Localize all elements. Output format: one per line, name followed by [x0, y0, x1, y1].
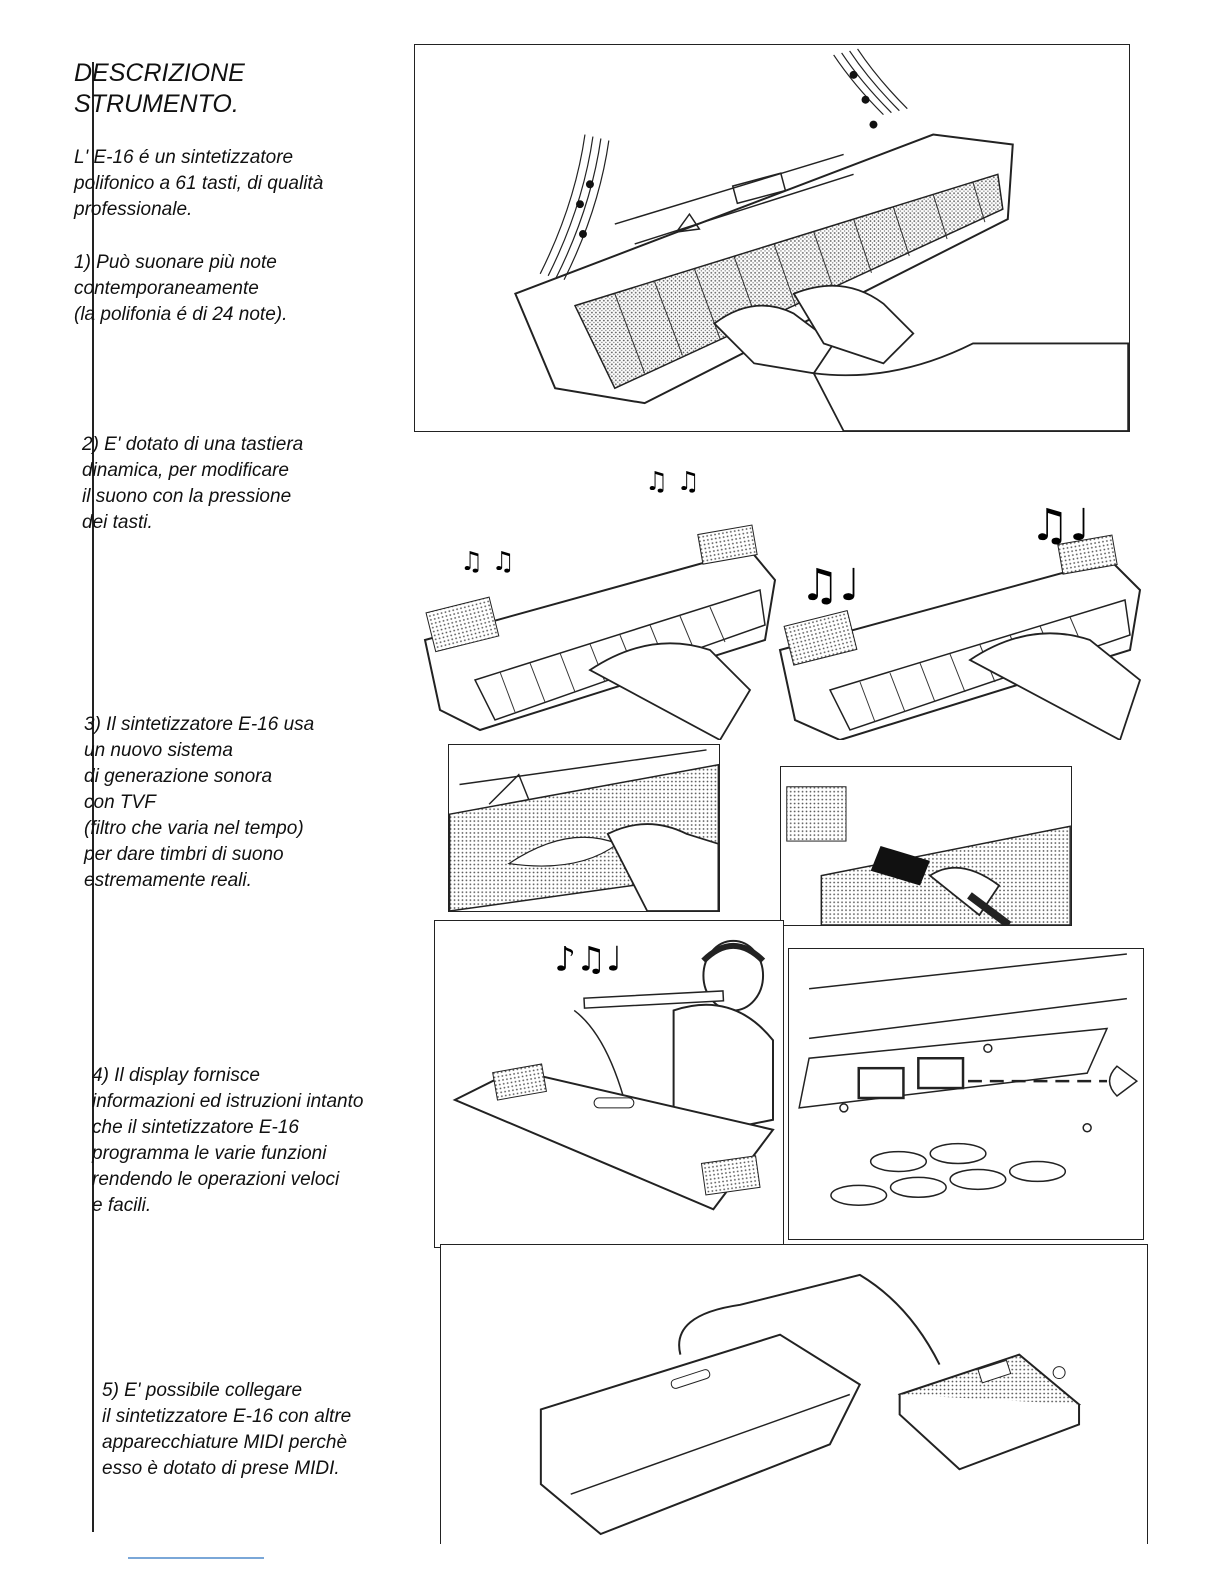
dynamic-keyboards-drawing: [420, 440, 1160, 740]
music-notes-icon: ♪♫♩: [554, 939, 623, 979]
text-line: 1) Può suonare più note: [74, 252, 277, 273]
page-title: [74, 58, 245, 120]
text-line: esso è dotato di prese MIDI.: [102, 1458, 340, 1479]
text-line: estremamente reali.: [84, 870, 252, 891]
music-notes-icon: ♫♩: [1030, 500, 1091, 551]
intro-paragraph: [74, 145, 323, 223]
tvf-strong-drawing: [781, 767, 1071, 925]
midi-connection-drawing: [441, 1245, 1147, 1544]
feature-1-text: [74, 250, 287, 328]
text-line: e facili.: [92, 1195, 152, 1216]
illustration-keyboard-playing: [414, 44, 1130, 432]
footer-rule: [128, 1557, 264, 1559]
text-line: informazioni ed istruzioni intanto: [92, 1091, 364, 1112]
text-line: apparecchiature MIDI perchè: [102, 1432, 348, 1453]
flute-player-drawing: [435, 921, 783, 1247]
text-line: (filtro che varia nel tempo): [84, 818, 304, 839]
music-notes-icon: ♫♩: [800, 560, 861, 611]
text-line: un nuovo sistema: [84, 740, 233, 761]
title-line-2: STRUMENTO.: [74, 90, 239, 118]
text-line: il sintetizzatore E-16 con altre: [102, 1406, 352, 1427]
text-line: rendendo le operazioni veloci: [92, 1169, 340, 1190]
text-line: 3) Il sintetizzatore E-16 usa: [84, 714, 315, 735]
text-line: di generazione sonora: [84, 766, 273, 787]
text-line: con TVF: [84, 792, 156, 813]
illustration-midi-connection: [440, 1244, 1148, 1544]
text-line: per dare timbri di suono: [84, 844, 284, 865]
text-line: 2) E' dotato di una tastiera: [82, 434, 304, 455]
feature-3-text: [84, 712, 314, 894]
text-line: polifonico a 61 tasti, di qualità: [74, 173, 324, 194]
music-notes-icon: ♫ ♫: [645, 467, 700, 497]
text-line: il suono con la pressione: [82, 486, 292, 507]
illustration-display-eye: [788, 948, 1144, 1240]
text-line: contemporaneamente: [74, 278, 259, 299]
title-line-1: DESCRIZIONE: [74, 59, 245, 87]
text-line: dinamica, per modificare: [82, 460, 289, 481]
illustration-tvf-soft: [448, 744, 720, 912]
feature-2-text: [82, 432, 303, 536]
text-line: che il sintetizzatore E-16: [92, 1117, 299, 1138]
text-line: dei tasti.: [82, 512, 153, 533]
text-line: L' E-16 é un sintetizzatore: [74, 147, 294, 168]
keyboard-hands-drawing: [415, 45, 1129, 431]
illustration-flute-player: [434, 920, 784, 1248]
display-panel-drawing: [789, 949, 1143, 1239]
text-line: programma le varie funzioni: [92, 1143, 327, 1164]
illustration-tvf-strong: [780, 766, 1072, 926]
illustration-dynamic-keyboard: [420, 440, 1160, 740]
text-line: 4) Il display fornisce: [92, 1065, 260, 1086]
music-notes-icon: ♫ ♫: [460, 547, 515, 577]
feature-4-text: [92, 1063, 363, 1219]
text-line: professionale.: [74, 199, 193, 220]
feature-5-text: [102, 1378, 351, 1482]
text-line: 5) E' possibile collegare: [102, 1380, 303, 1401]
text-line: (la polifonia é di 24 note).: [74, 304, 288, 325]
tvf-soft-drawing: [449, 745, 719, 911]
